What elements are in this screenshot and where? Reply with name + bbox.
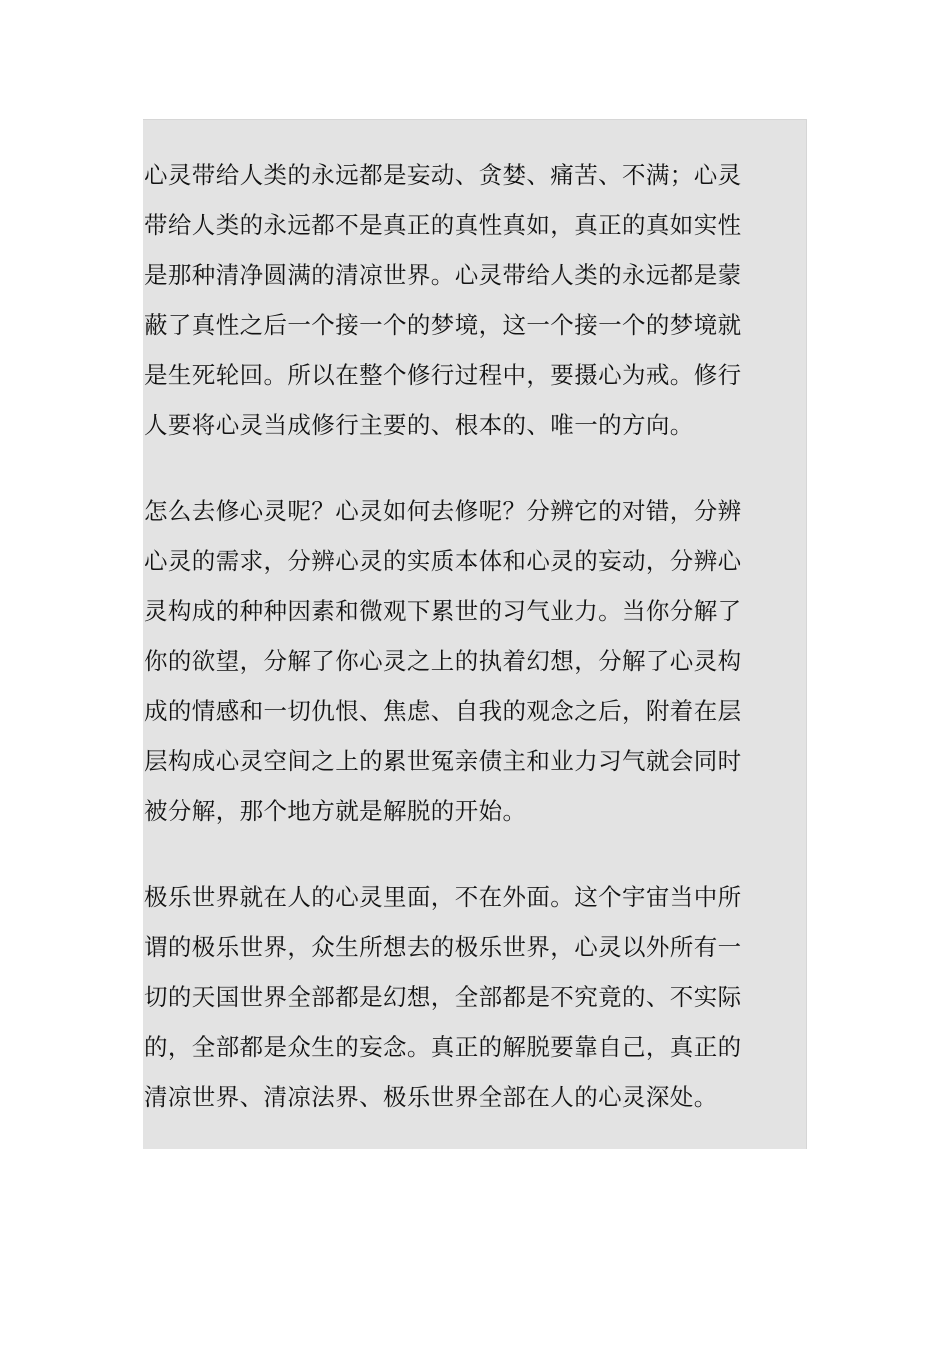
- text-line: 带给人类的永远都不是真正的真性真如，真正的真如实性: [144, 211, 742, 239]
- text-line: 被分解，那个地方就是解脱的开始。: [144, 797, 527, 825]
- text-line: 心灵带给人类的永远都是妄动、贪婪、痛苦、不满；心灵: [144, 161, 742, 189]
- paragraph-3: [144, 872, 744, 1122]
- text-line: 心灵的需求，分辨心灵的实质本体和心灵的妄动，分辨心: [144, 547, 742, 575]
- text-line: 怎么去修心灵呢？心灵如何去修呢？分辨它的对错，分辨: [144, 497, 742, 525]
- text-line: 蔽了真性之后一个接一个的梦境，这一个接一个的梦境就: [144, 311, 742, 339]
- text-line: 谓的极乐世界，众生所想去的极乐世界，心灵以外所有一: [144, 933, 742, 961]
- text-line: 清凉世界、清凉法界、极乐世界全部在人的心灵深处。: [144, 1083, 718, 1111]
- text-line: 灵构成的种种因素和微观下累世的习气业力。当你分解了: [144, 597, 742, 625]
- text-line: 是那种清净圆满的清凉世界。心灵带给人类的永远都是蒙: [144, 261, 742, 289]
- text-line: 成的情感和一切仇恨、焦虑、自我的观念之后，附着在层: [144, 697, 742, 725]
- text-block: [143, 119, 807, 1149]
- paragraph-1: [144, 150, 744, 450]
- text-line: 人要将心灵当成修行主要的、根本的、唯一的方向。: [144, 411, 694, 439]
- text-line: 你的欲望，分解了你心灵之上的执着幻想，分解了心灵构: [144, 647, 742, 675]
- text-line: 是生死轮回。所以在整个修行过程中，要摄心为戒。修行: [144, 361, 742, 389]
- text-line: 切的天国世界全部都是幻想，全部都是不究竟的、不实际: [144, 983, 742, 1011]
- text-line: 极乐世界就在人的心灵里面，不在外面。这个宇宙当中所: [144, 883, 742, 911]
- text-line: 的，全部都是众生的妄念。真正的解脱要靠自己，真正的: [144, 1033, 742, 1061]
- text-line: 层构成心灵空间之上的累世冤亲债主和业力习气就会同时: [144, 747, 742, 775]
- paragraph-2: [144, 486, 744, 836]
